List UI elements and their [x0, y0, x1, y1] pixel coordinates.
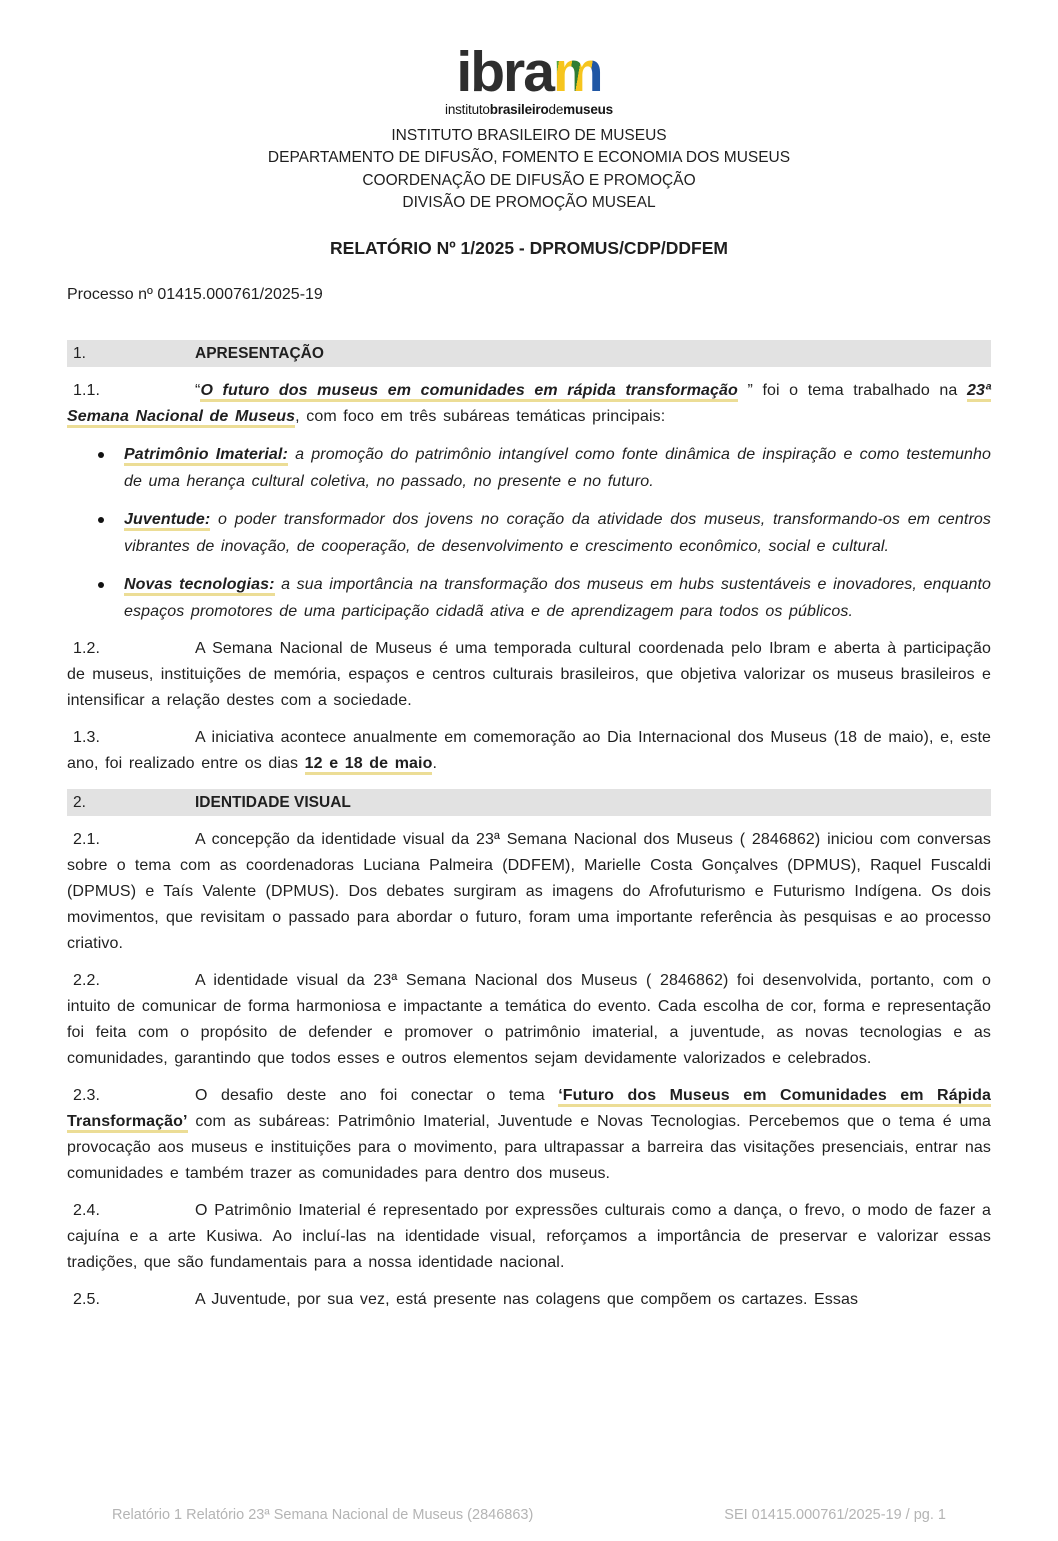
org-line-division: DIVISÃO DE PROMOÇÃO MUSEAL — [402, 194, 656, 211]
bullet-item — [67, 506, 991, 560]
ibram-logo — [67, 40, 991, 117]
text-run: o poder transformador dos jovens no coração da atividade dos museus, transformando-os em centros vibrantes de inovação, de cooperação, de desenvolvimento e crescimento econômico, social e cultural. — [124, 510, 991, 555]
section-heading — [67, 789, 991, 816]
text-run: A identidade visual da 23ª Semana Nacional dos Museus ( 2846862) foi desenvolvida, portanto, com o intuito de comunicar de forma harmoniosa e impactante a temática do evento. Cada escolha de cor, forma e representação foi feita com o propósito de defender e promover o patrimônio imaterial, a juventude, as novas tecnologias e as comunidades, garantindo que todos esses e outros elementos sejam devidamente valorizados e celebrados. — [67, 971, 991, 1067]
ibram-logo-tagline — [67, 103, 991, 117]
paragraph-number: 2.4. — [73, 1201, 101, 1219]
page-footer — [0, 1507, 1058, 1523]
text-run: 12 e 18 de maio — [305, 755, 433, 775]
paragraph-number: 2.5. — [73, 1290, 101, 1308]
section-title: APRESENTAÇÃO — [195, 344, 324, 362]
footer-page-info: SEI 01415.000761/2025-19 / pg. 1 — [724, 1507, 946, 1523]
text-run: O Patrimônio Imaterial é representado por expressões culturais como a dança, o frevo, o modo de fazer a cajuína e a arte Kusiwa. Ao incluí-las na identidade visual, reforçamos a importância de preservar e valorizar essas tradições, que são fundamentais para a nossa identidade nacional. — [67, 1201, 991, 1271]
org-line-institute: INSTITUTO BRASILEIRO DE MUSEUS — [391, 126, 667, 144]
section-title: IDENTIDADE VISUAL — [195, 793, 351, 811]
text-run: A Semana Nacional de Museus é uma temporada cultural coordenada pelo Ibram e aberta à participação de museus, instituições de memória, espaços e centros culturais brasileiros, que objetiva valorizar os museus brasileiros e intensificar a relação destes com a sociedade. — [67, 639, 991, 709]
paragraph — [67, 378, 991, 430]
paragraph — [67, 827, 991, 957]
text-run: Juventude: — [124, 511, 210, 531]
text-run: A concepção da identidade visual da 23ª Semana Nacional dos Museus ( 2846862) iniciou com conversas sobre o tema com as coordenadoras Luciana Palmeira (DDFEM), Marielle Costa Gonçalves (DPMUS), Raquel Fuscaldi (DPMUS) e Taís Valente (DPMUS). Dos debates surgiram as imagens do Afrofuturismo e Futurismo Indígena. Os dois movimentos, que revisitam o passado para abordar o futuro, foram uma importante referência às pesquisas e ao processo criativo. — [67, 830, 991, 952]
text-run: Novas tecnologias: — [124, 576, 275, 596]
page-content — [0, 40, 1058, 1313]
tagline-museus: museus — [563, 102, 613, 117]
bullet-item — [67, 441, 991, 495]
footer-document-label: Relatório 1 Relatório 23ª Semana Nacional de Museus (2846863) — [112, 1507, 534, 1523]
document-body — [67, 340, 991, 1313]
paragraph-number: 2.1. — [73, 830, 101, 848]
report-title: RELATÓRIO Nº 1/2025 - DPROMUS/CDP/DDFEM — [330, 237, 728, 258]
paragraph-number: 1.3. — [73, 728, 101, 746]
paragraph-number: 2.2. — [73, 971, 101, 989]
text-run: ” foi o tema trabalhado na — [737, 381, 967, 399]
ibram-wordmark-prefix: ibra — [456, 40, 553, 104]
paragraph — [67, 725, 991, 777]
text-run: O futuro dos museus em comunidades em rápida transformação — [200, 382, 737, 402]
tagline-brasileiro: brasileiro — [489, 102, 549, 117]
text-run: a sua importância na transformação dos museus em hubs sustentáveis e inovadores, enquanto espaços promotores de uma participação cidadã ativa e de aprendizagem para todos os públicos. — [124, 575, 992, 620]
org-line-coordination: COORDENAÇÃO DE DIFUSÃO E PROMOÇÃO — [362, 171, 696, 189]
bullet-marker-icon — [98, 517, 104, 523]
paragraph-number: 1.2. — [73, 639, 101, 657]
text-run: , com foco em três subáreas temáticas principais: — [295, 407, 666, 425]
bullet-marker-icon — [98, 582, 104, 588]
org-line-department: DEPARTAMENTO DE DIFUSÃO, FOMENTO E ECONOMIA DOS MUSEUS — [267, 149, 791, 166]
section-heading — [67, 340, 991, 367]
text-run: Patrimônio Imaterial: — [124, 446, 288, 466]
text-run: a promoção do patrimônio intangível como fonte dinâmica de inspiração e como testemunho de uma herança cultural coletiva, no passado, no presente e no futuro. — [124, 445, 992, 490]
text-run: 23ª Semana Nacional de Museus — [67, 382, 991, 428]
text-run: O desafio deste ano foi conectar o tema — [195, 1086, 559, 1104]
ibram-wordmark — [67, 40, 991, 104]
paragraph-number: 2.3. — [73, 1086, 101, 1104]
bullet-item — [67, 571, 991, 625]
document-page — [0, 40, 1058, 1541]
paragraph — [67, 1083, 991, 1187]
text-run: . — [432, 754, 438, 772]
bullet-marker-icon — [98, 452, 104, 458]
process-number: Processo nº 01415.000761/2025-19 — [67, 285, 323, 303]
section-number: 2. — [73, 793, 86, 811]
org-header — [67, 125, 991, 215]
paragraph — [67, 1198, 991, 1276]
text-run: com as subáreas: Patrimônio Imaterial, Juventude e Novas Tecnologias. Percebemos que o tema é uma provocação aos museus e instituições para o movimento, para ultrapassar a barreira das visitações presenciais, entrar nas comunidades e também trazer as comunidades para dentro dos museus. — [67, 1112, 991, 1182]
paragraph — [67, 968, 991, 1072]
paragraph-number: 1.1. — [73, 381, 101, 399]
text-run: A Juventude, por sua vez, está presente nas colagens que compõem os cartazes. Essas — [195, 1290, 859, 1308]
text-run: “ — [195, 381, 201, 399]
text-run: ‘Futuro dos Museus em Comunidades em Rápida Transformação’ — [67, 1087, 991, 1133]
paragraph — [67, 1287, 991, 1313]
tagline-de: de — [548, 102, 564, 117]
paragraph — [67, 636, 991, 714]
ibram-wordmark-m-colored: m — [552, 40, 602, 104]
text-run: A iniciativa acontece anualmente em comemoração ao Dia Internacional dos Museus (18 de maio), e, este ano, foi realizado entre os dias — [67, 728, 991, 772]
section-number: 1. — [73, 344, 86, 362]
tagline-instituto: instituto — [445, 102, 490, 117]
